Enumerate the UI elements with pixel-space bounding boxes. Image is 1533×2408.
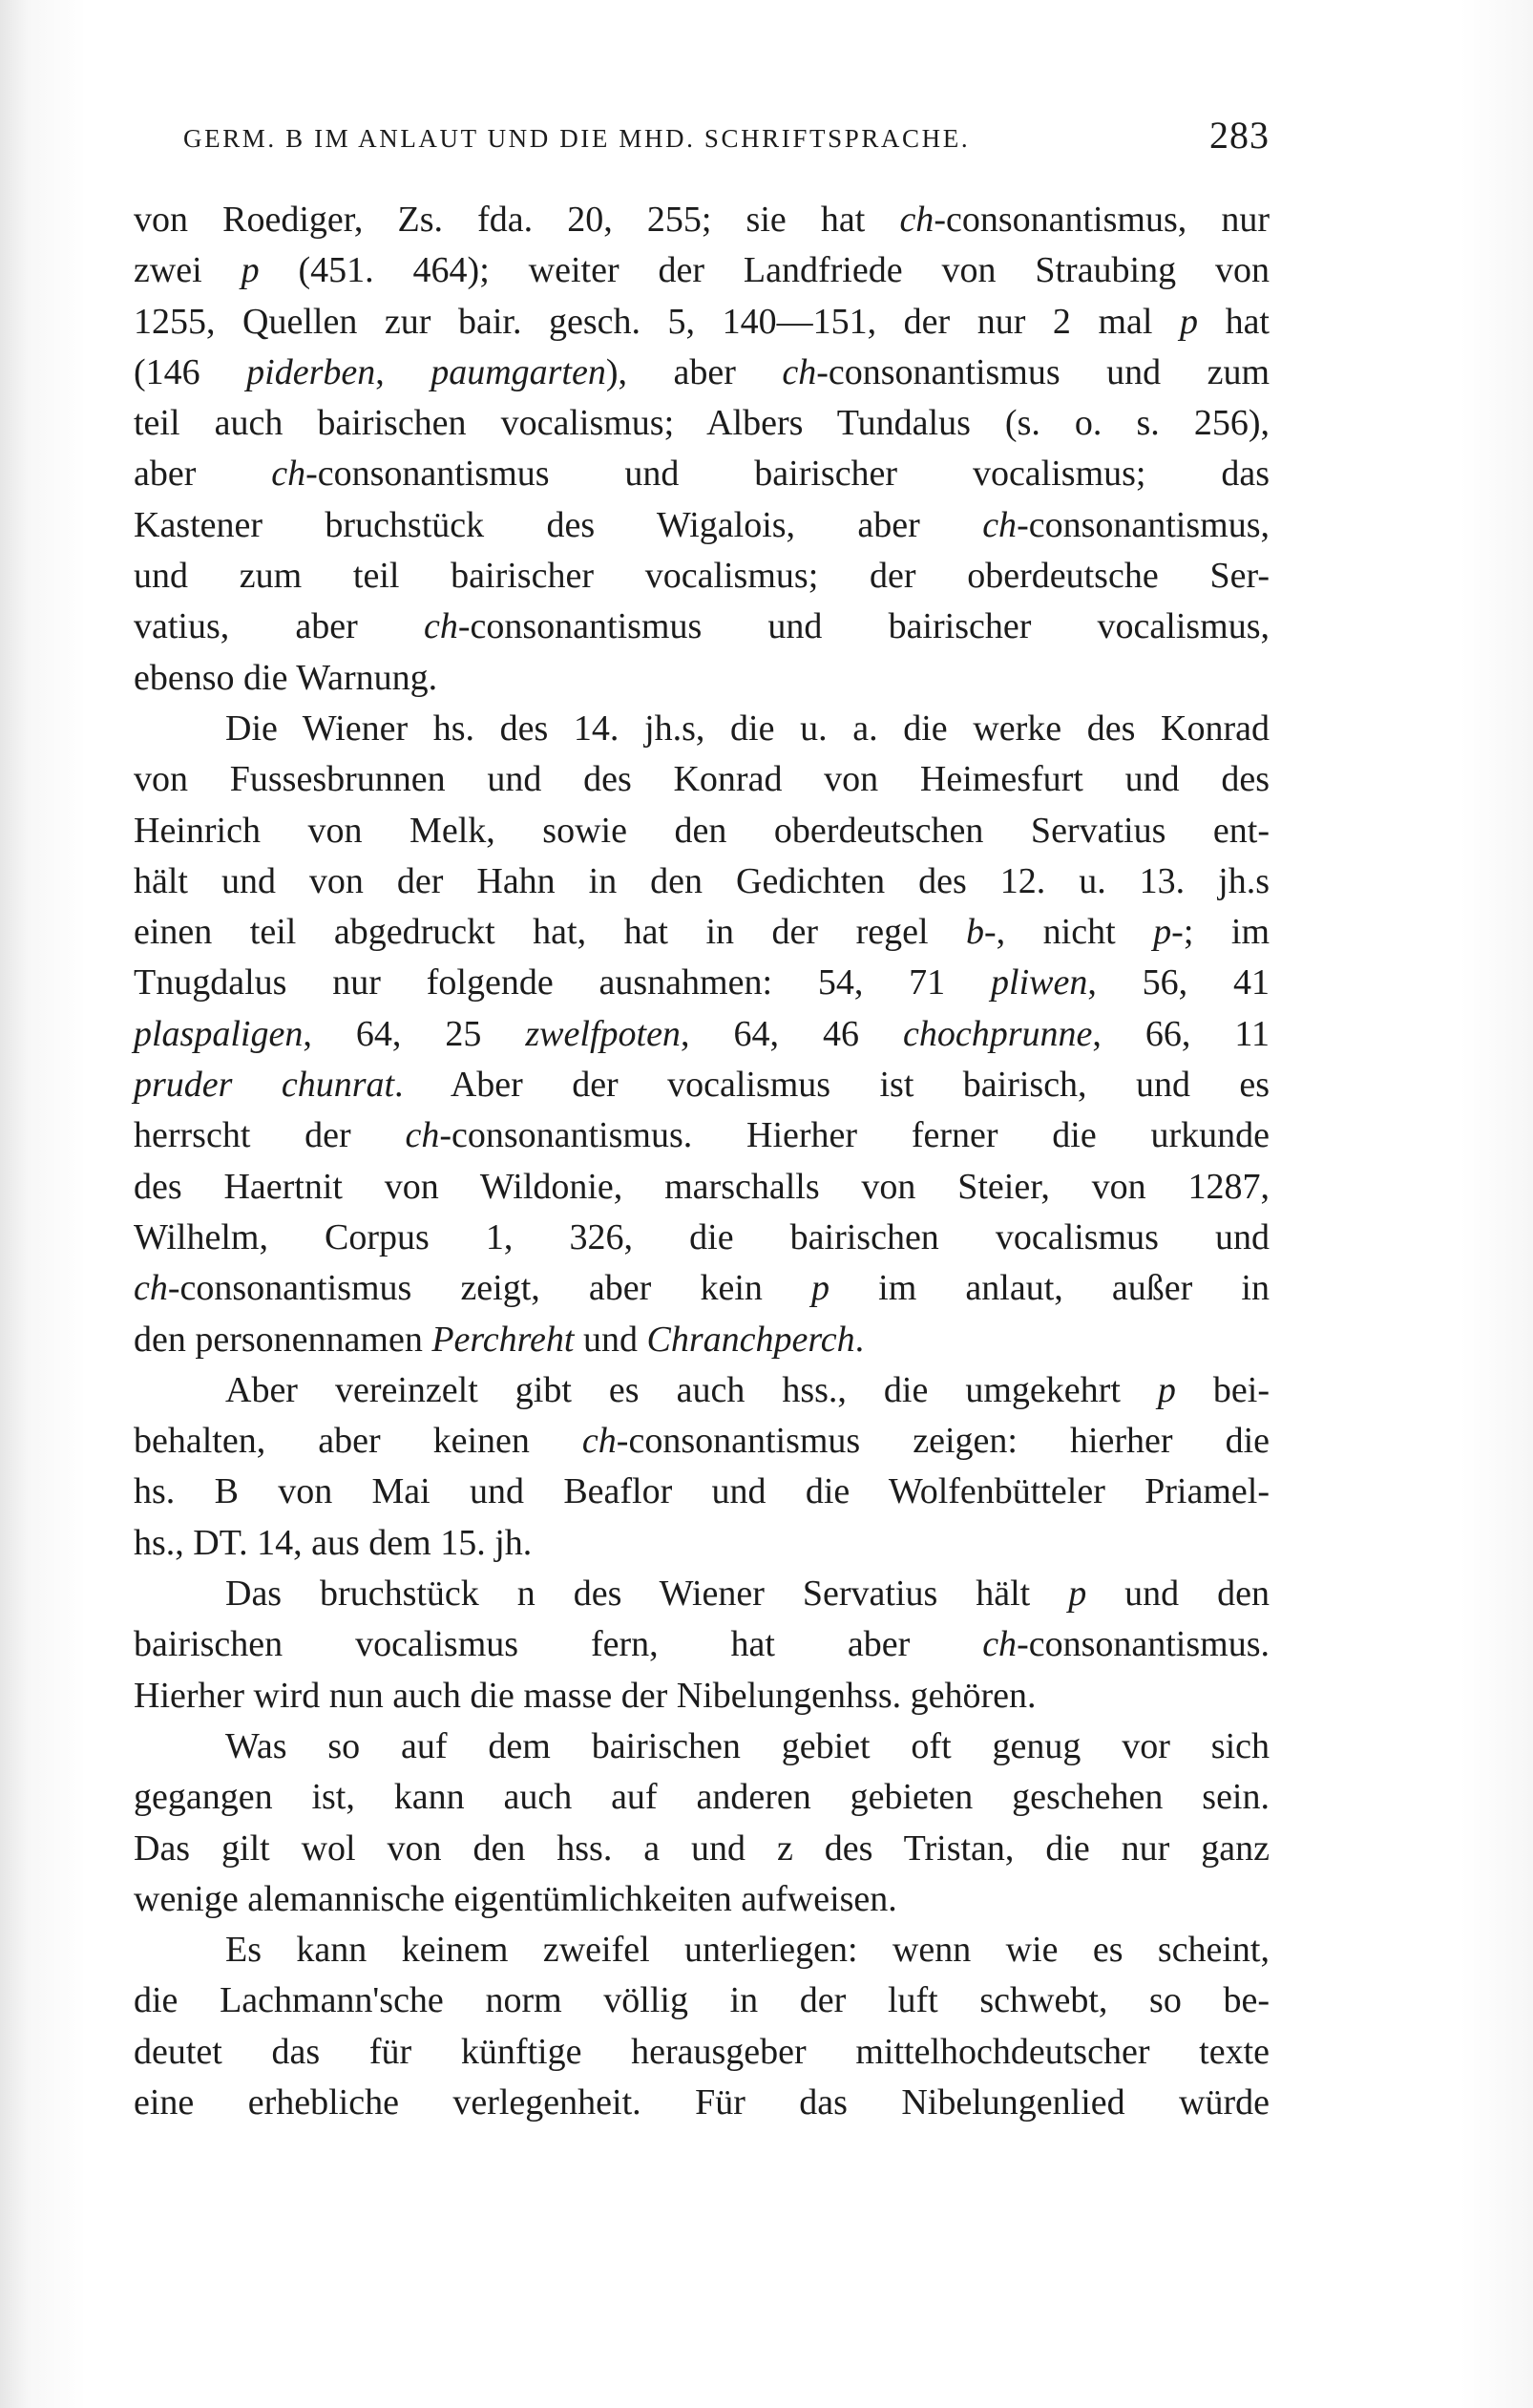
text-line <box>134 2078 1270 2128</box>
text-line-content: Wilhelm, Corpus 1, 326, die bairischen vocalismus und <box>134 1216 1270 1257</box>
text-line-content: bairischen vocalismus fern, hat aber ch-consonantismus. <box>134 1624 1270 1665</box>
text-line-content: teil auch bairischen vocalismus; Albers Tundalus (s. o. s. 256), <box>134 403 1270 444</box>
text-line <box>134 1162 1270 1213</box>
text-line <box>134 1365 1270 1416</box>
text-line-content: hs., DT. 14, aus dem 15. jh. <box>134 1522 533 1563</box>
text-line <box>134 1467 1270 1517</box>
text-line <box>134 245 1270 296</box>
text-line <box>134 704 1270 754</box>
text-line <box>134 1263 1270 1314</box>
text-line-content: Tnugdalus nur folgende ausnahmen: 54, 71 pliwen, 56, 41 <box>134 962 1270 1003</box>
text-line <box>134 1009 1270 1060</box>
text-line-content: den personennamen Perchreht und Chranchperch. <box>134 1319 865 1360</box>
text-line <box>134 602 1270 652</box>
text-line-content: zwei p (451. 464); weiter der Landfriede von Straubing von <box>134 250 1270 291</box>
text-line <box>134 297 1270 348</box>
text-line-content: aber ch-consonantismus und bairischer vocalismus; das <box>134 454 1270 495</box>
text-line-content: eine erhebliche verlegenheit. Für das Nibelungenlied würde <box>134 2081 1270 2123</box>
text-line <box>134 754 1270 805</box>
text-line <box>134 1722 1270 1772</box>
text-line <box>134 653 1270 704</box>
text-line <box>134 1060 1270 1110</box>
text-line-content: des Haertnit von Wildonie, marschalls von Steier, von 1287, <box>134 1166 1270 1207</box>
text-line <box>134 1824 1270 1874</box>
text-line <box>134 398 1270 449</box>
text-line-content: von Roediger, Zs. fda. 20, 255; sie hat ch-consonantismus, nur <box>134 200 1270 240</box>
text-line <box>134 1569 1270 1619</box>
text-line-content: (146 piderben, paumgarten), aber ch-consonantismus und zum <box>134 351 1270 392</box>
text-line <box>134 1772 1270 1823</box>
text-line-content: und zum teil bairischer vocalismus; der oberdeutsche Ser- <box>134 556 1270 597</box>
text-line-content: einen teil abgedruckt hat, hat in der regel b-, nicht p-; im <box>134 912 1270 953</box>
text-line <box>134 856 1270 907</box>
text-line <box>134 1518 1270 1569</box>
text-line <box>134 907 1270 958</box>
text-line <box>134 958 1270 1008</box>
text-line-content: ebenso die Warnung. <box>134 657 438 698</box>
text-line-content: vatius, aber ch-consonantismus und bairischer vocalismus, <box>134 606 1270 647</box>
text-line-content: plaspaligen, 64, 25 zwelfpoten, 64, 46 chochprunne, 66, 11 <box>134 1013 1270 1054</box>
text-line-content: Kastener bruchstück des Wigalois, aber ch-consonantismus, <box>134 504 1270 545</box>
text-line-content: behalten, aber keinen ch-consonantismus zeigen: hierher die <box>134 1421 1270 1462</box>
page-header <box>183 113 1270 158</box>
text-line-content: herrscht der ch-consonantismus. Hierher ferner die urkunde <box>134 1115 1270 1156</box>
text-line-content: deutet das für künftige herausgeber mittelhochdeutscher texte <box>134 2031 1270 2072</box>
text-line-content: Aber vereinzelt gibt es auch hss., die umgekehrt p bei- <box>225 1369 1270 1410</box>
text-line-content: Heinrich von Melk, sowie den oberdeutschen Servatius ent- <box>134 810 1270 851</box>
text-line <box>134 1416 1270 1467</box>
running-title: GERM. B IM ANLAUT UND DIE MHD. SCHRIFTSPRACHE. <box>183 124 971 153</box>
text-line-content: wenige alemannische eigentümlichkeiten aufweisen. <box>134 1878 897 1919</box>
body-text <box>134 195 1270 2128</box>
page-number: 283 <box>1209 114 1270 157</box>
text-line <box>134 500 1270 551</box>
text-line <box>134 1213 1270 1263</box>
text-line-content: ch-consonantismus zeigt, aber kein p im anlaut, außer in <box>134 1268 1270 1309</box>
text-line-content: Das bruchstück n des Wiener Servatius hält p und den <box>225 1574 1270 1615</box>
text-line <box>134 1110 1270 1161</box>
text-line <box>134 551 1270 602</box>
text-line <box>134 1925 1270 1975</box>
text-line-content: Was so auf dem bairischen gebiet oft genug vor sich <box>225 1725 1270 1766</box>
text-line <box>134 195 1270 245</box>
text-line-content: Das gilt wol von den hss. a und z des Tristan, die nur ganz <box>134 1827 1270 1869</box>
text-line <box>134 806 1270 856</box>
text-line <box>134 1975 1270 2026</box>
text-line <box>134 2027 1270 2078</box>
text-line-content: pruder chunrat. Aber der vocalismus ist bairisch, und es <box>134 1065 1270 1106</box>
text-line-content: hs. B von Mai und Beaflor und die Wolfenbütteler Priamel- <box>134 1471 1270 1512</box>
text-line-content: 1255, Quellen zur bair. gesch. 5, 140—151, der nur 2 mal p hat <box>134 301 1270 342</box>
text-line <box>134 1671 1270 1722</box>
text-line-content: Es kann keinem zweifel unterliegen: wenn wie es scheint, <box>225 1930 1270 1971</box>
text-line-content: Hierher wird nun auch die masse der Nibelungenhss. gehören. <box>134 1675 1037 1716</box>
text-line-content: die Lachmann'sche norm völlig in der luft schwebt, so be- <box>134 1980 1270 2021</box>
text-line-content: von Fussesbrunnen und des Konrad von Heimesfurt und des <box>134 759 1270 800</box>
text-line <box>134 1874 1270 1925</box>
text-line-content: gegangen ist, kann auch auf anderen gebieten geschehen sein. <box>134 1777 1270 1818</box>
text-line <box>134 348 1270 398</box>
text-line <box>134 1315 1270 1365</box>
text-line <box>134 449 1270 499</box>
text-line-content: Die Wiener hs. des 14. jh.s, die u. a. die werke des Konrad <box>225 708 1270 749</box>
text-line <box>134 1619 1270 1670</box>
text-line-content: hält und von der Hahn in den Gedichten des 12. u. 13. jh.s <box>134 860 1270 901</box>
